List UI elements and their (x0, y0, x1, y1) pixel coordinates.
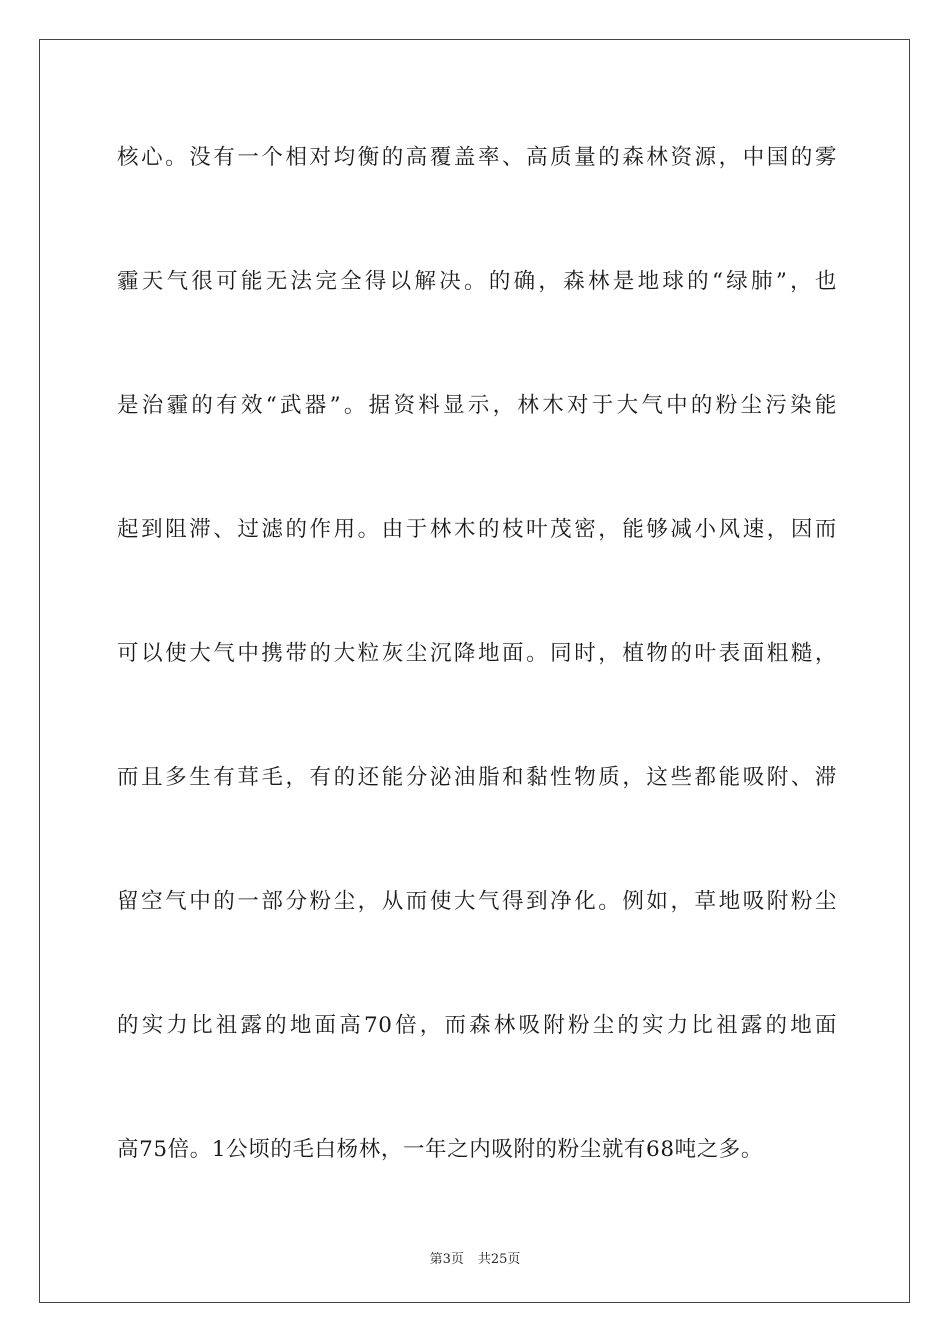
page-total: 共25页 (477, 1252, 521, 1267)
body-text (117, 128, 837, 1244)
text-line: 而且多生有茸毛，有的还能分泌油脂和黏性物质，这些都能吸附、滞 (117, 765, 837, 790)
text-line: 霾天气很可能无法完全得以解决。的确，森林是地球的“绿肺”，也 (117, 269, 837, 294)
text-line: 起到阻滞、过滤的作用。由于林木的枝叶茂密，能够减小风速，因而 (117, 517, 837, 542)
page-number: 第3页 (429, 1252, 464, 1267)
text-line: 可以使大气中携带的大粒灰尘沉降地面。同时，植物的叶表面粗糙， (117, 641, 837, 666)
text-line: 是治霾的有效“武器”。据资料显示，林木对于大气中的粉尘污染能 (117, 393, 837, 418)
page-footer (0, 1248, 950, 1267)
text-line: 高75倍。1公顷的毛白杨林，一年之内吸附的粉尘就有68吨之多。 (117, 1137, 763, 1162)
text-line: 的实力比祖露的地面高70倍，而森林吸附粉尘的实力比祖露的地面 (117, 1013, 837, 1038)
text-line: 核心。没有一个相对均衡的高覆盖率、高质量的森林资源，中国的雾 (117, 145, 837, 170)
text-line: 留空气中的一部分粉尘，从而使大气得到净化。例如，草地吸附粉尘 (117, 889, 837, 914)
